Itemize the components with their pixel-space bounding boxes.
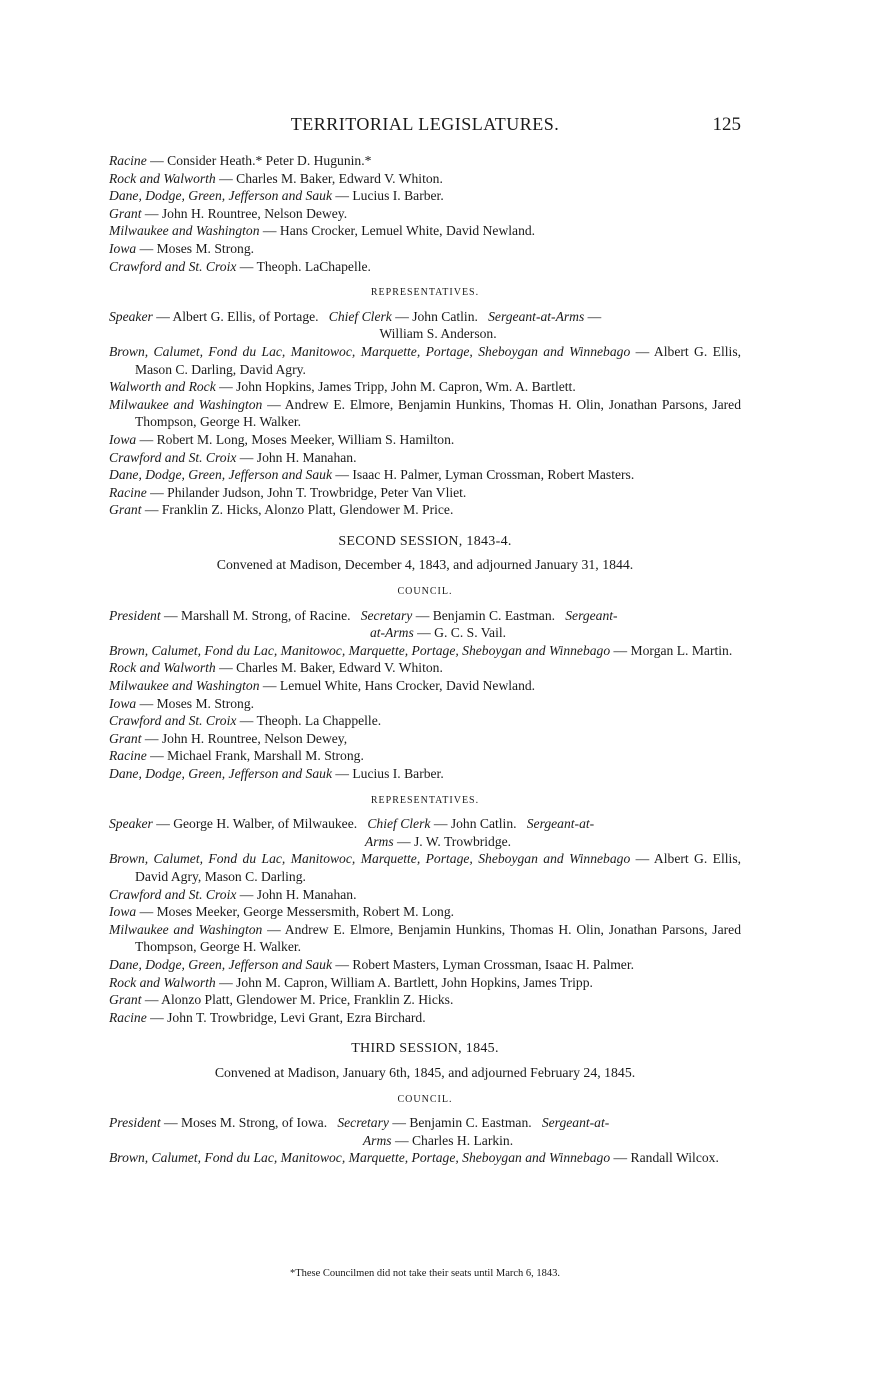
entry: Iowa — Robert M. Long, Moses Meeker, William S. Hamilton. [109,431,455,447]
entry: Milwaukee and Washington — Andrew E. Elmore, Benjamin Hunkins, Thomas H. Olin, Jonathan Parsons, Jared Thompson, George H. Walker. [109,921,741,955]
entry: Grant — John H. Rountree, Nelson Dewey, [109,730,348,746]
second-session-representatives [109,815,741,1026]
representatives-heading: REPRESENTATIVES. [370,287,480,299]
document-body [109,152,741,1167]
representatives-heading: REPRESENTATIVES. [370,794,480,806]
council-heading: COUNCIL. [397,586,453,598]
entry: Crawford and St. Croix — John H. Manahan. [109,449,357,465]
running-head: TERRITORIAL LEGISLATURES. [290,114,560,134]
officers-entry: Speaker — George H. Walber, of Milwaukee. Chief Clerk — John Catlin. Sergeant-at- Arms — J. W. Trowbridge. [109,816,595,849]
third-session-title: THIRD SESSION, 1845. [351,1041,499,1057]
entry: Racine — Michael Frank, Marshall M. Strong. [109,748,364,764]
entry: Dane, Dodge, Green, Jefferson and Sauk — Isaac H. Palmer, Lyman Crossman, Robert Masters. [109,467,635,483]
first-session-representatives [109,308,741,519]
entry: Brown, Calumet, Fond du Lac, Manitowoc, Marquette, Portage, Sheboygan and Winnebago — Albert G. Ellis, David Agry, Mason C. Darling. [109,851,742,884]
entry: Rock and Walworth — Charles M. Baker, Edward V. Whiton. [109,170,443,186]
entry: Iowa — Moses M. Strong. [109,695,255,711]
entry: Dane, Dodge, Green, Jefferson and Sauk — Lucius I. Barber. [109,188,444,204]
entry: Iowa — Moses M. Strong. [109,240,255,256]
entry: Milwaukee and Washington — Andrew E. Elmore, Benjamin Hunkins, Thomas H. Olin, Jonathan Parsons, Jared Thompson, George H. Walker. [109,396,741,430]
page-number: 125 [712,114,741,135]
entry: Iowa — Moses Meeker, George Messersmith, Robert M. Long. [109,904,455,920]
officers-entry: Speaker — Albert G. Ellis, of Portage. Chief Clerk — John Catlin. Sergeant-at-Arms — William S. Anderson. [109,308,602,342]
officers-entry: President — Marshall M. Strong, of Racine. Secretary — Benjamin C. Eastman. Sergeant- at-Arms — G. C. S. Vail. [109,607,618,641]
entry: Walworth and Rock — John Hopkins, James Tripp, John M. Capron, Wm. A. Bartlett. [109,379,576,395]
second-session-title: SECOND SESSION, 1843-4. [338,533,512,549]
entry: Dane, Dodge, Green, Jefferson and Sauk — Lucius I. Barber. [109,766,444,781]
entry: Crawford and St. Croix — John H. Manahan. [109,886,357,902]
entry: Grant — Alonzo Platt, Glendower M. Price, Franklin Z. Hicks. [109,992,454,1008]
second-session-council [109,607,741,783]
entry: Racine — Philander Judson, John T. Trowbridge, Peter Van Vliet. [109,484,467,500]
entry: Grant — Franklin Z. Hicks, Alonzo Platt, Glendower M. Price. [109,502,454,518]
entry: Racine — Consider Heath.* Peter D. Hugunin.* [109,153,372,168]
second-session-convened: Convened at Madison, December 4, 1843, and adjourned January 31, 1844. [216,557,634,573]
entry: Brown, Calumet, Fond du Lac, Manitowoc, Marquette, Portage, Sheboygan and Winnebago — Albert G. Ellis, Mason C. Darling, David Agry. [109,343,742,377]
entry: Crawford and St. Croix — Theoph. La Chappelle. [109,713,382,729]
entry: Rock and Walworth — John M. Capron, William A. Bartlett, John Hopkins, James Tripp. [109,974,593,990]
entry: Grant — John H. Rountree, Nelson Dewey. [109,205,348,221]
entry: Crawford and St. Croix — Theoph. LaChapelle. [109,258,371,274]
page-header [109,112,741,138]
entry: Milwaukee and Washington — Hans Crocker, Lemuel White, David Newland. [109,223,536,239]
entry: Brown, Calumet, Fond du Lac, Manitowoc, Marquette, Portage, Sheboygan and Winnebago — Randall Wilcox. [109,1150,719,1166]
entry: Brown, Calumet, Fond du Lac, Manitowoc, Marquette, Portage, Sheboygan and Winnebago — Morgan L. Martin. [109,642,733,658]
entry: Racine — John T. Trowbridge, Levi Grant, Ezra Birchard. [109,1009,426,1025]
entry: Rock and Walworth — Charles M. Baker, Edward V. Whiton. [109,660,443,676]
third-session-convened: Convened at Madison, January 6th, 1845, and adjourned February 24, 1845. [214,1064,636,1080]
entry: Dane, Dodge, Green, Jefferson and Sauk — Robert Masters, Lyman Crossman, Isaac H. Palmer. [109,956,635,972]
third-session-council [109,1114,741,1167]
footnote: *These Councilmen did not take their seats until March 6, 1843. [289,1268,561,1279]
council-heading: COUNCIL. [397,1093,453,1105]
entry: Milwaukee and Washington — Lemuel White, Hans Crocker, David Newland. [109,678,536,694]
first-session-council [109,152,741,275]
officers-entry: President — Moses M. Strong, of Iowa. Secretary — Benjamin C. Eastman. Sergeant-at- Arms — Charles H. Larkin. [109,1115,610,1148]
